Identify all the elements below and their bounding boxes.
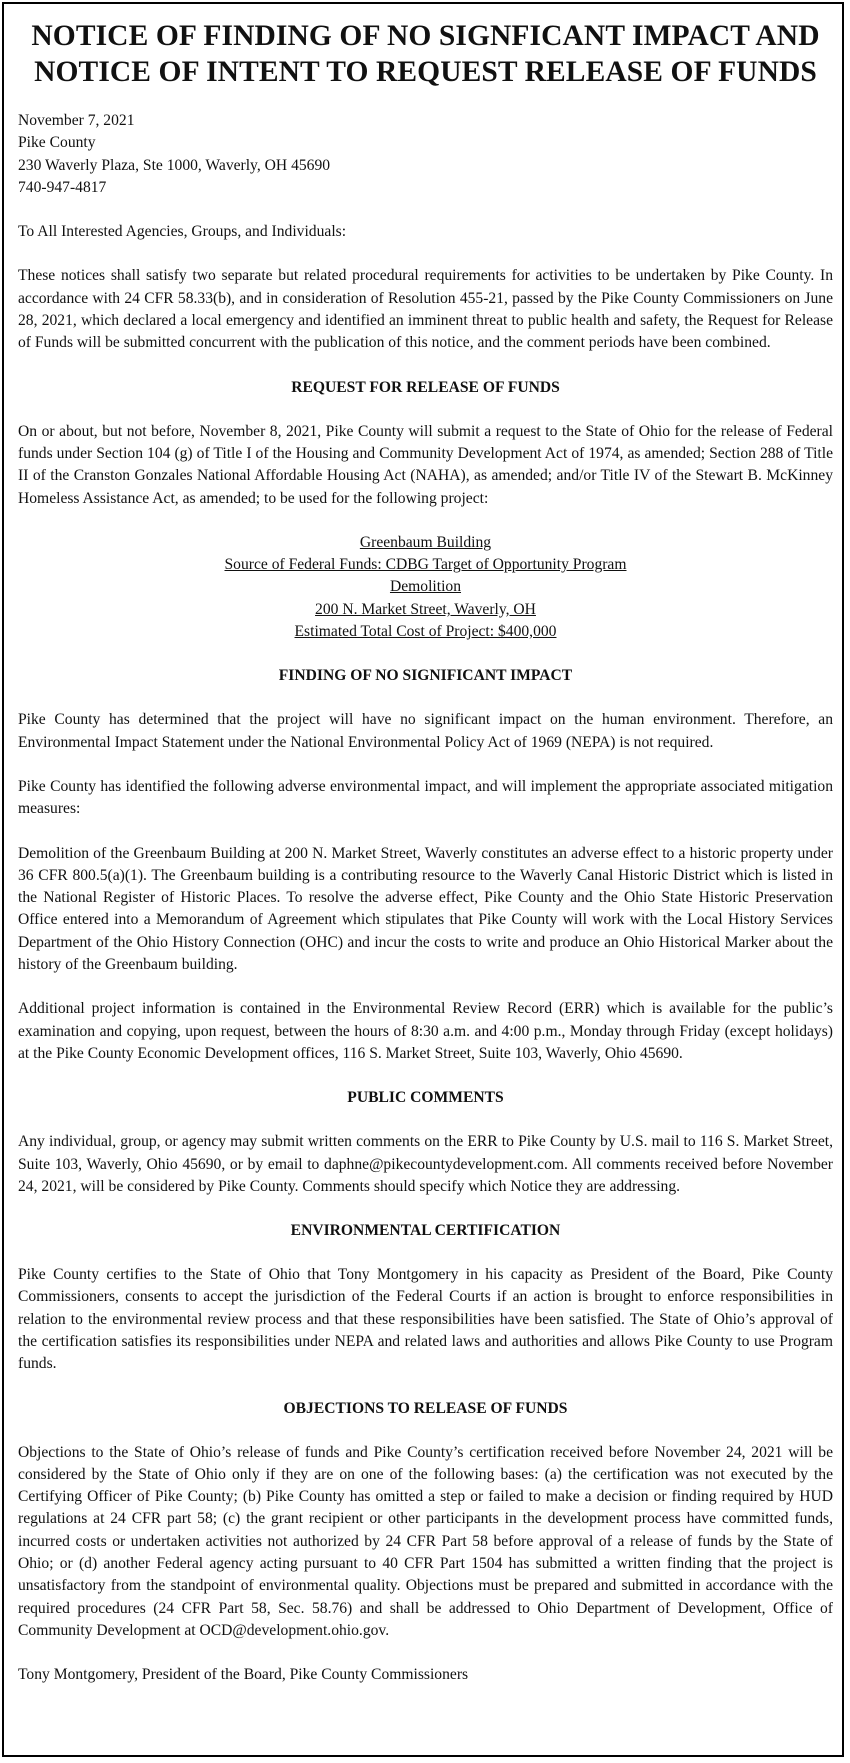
objections-paragraph: Objections to the State of Ohio’s release of funds and Pike County’s certification received before November 24, 2021 will be considered by the State of Ohio only if they are on one of the following bases: (a) the certification was not executed by the Certifying Officer of Pike County; (b) Pike County has omitted a step or failed to make a decision or finding required by HUD regulations at 24 CFR part 58; (c) the grant recipient or other participants in the development process have committed funds, incurred costs or undertaken activities not authorized by 24 CFR Part 58 before approval of a release of funds by the State of Ohio; or (d) another Federal agency acting pursuant to 40 CFR Part 1504 has submitted a written finding that the project is unsatisfactory from the standpoint of environmental quality. Objections must be prepared and submitted in accordance with the required procedures (24 CFR Part 58, Sec. 58.76) and shall be addressed to Ohio Department of Development, Office of Community Development at OCD@development.ohio.gov. (18, 1443, 833, 1639)
project-details (18, 532, 833, 643)
legal-notice (18, 18, 833, 1687)
project-name: Greenbaum Building (359, 533, 492, 551)
fonsi-heading: FINDING OF NO SIGNIFICANT IMPACT (278, 667, 573, 685)
project-activity: Demolition (389, 578, 462, 596)
fonsi-paragraph-2: Pike County has identified the following adverse environmental impact, and will implement the appropriate associated mitigation measures: (18, 777, 833, 818)
certification-heading: ENVIRONMENTAL CERTIFICATION (290, 1222, 561, 1240)
entity-name: Pike County (18, 134, 96, 152)
notice-date: November 7, 2021 (18, 112, 135, 129)
phone-number: 740-947-4817 (18, 178, 107, 196)
objections-heading: OBJECTIONS TO RELEASE OF FUNDS (283, 1399, 568, 1417)
project-funding-source: Source of Federal Funds: CDBG Target of Opportunity Program (224, 556, 627, 574)
street-address: 230 Waverly Plaza, Ste 1000, Waverly, OH 45690 (18, 156, 331, 174)
salutation: To All Interested Agencies, Groups, and Individuals: (18, 223, 347, 241)
address-block (18, 110, 833, 199)
notice-title (18, 18, 833, 90)
title-line-1: NOTICE OF FINDING OF NO SIGNFICANT IMPACT AND (31, 20, 820, 52)
comments-paragraph: Any individual, group, or agency may submit written comments on the ERR to Pike County by U.S. mail to 116 S. Market Street, Suite 103, Waverly, Ohio 45690, or by email to daphne@pikecountydevelopment.com. All comments received before November 24, 2021, will be considered by Pike County. Comments should specify which Notice they are addressing. (18, 1133, 833, 1195)
rrof-paragraph: On or about, but not before, November 8, 2021, Pike County will submit a request to the State of Ohio for the release of Federal funds under Section 104 (g) of Title I of the Housing and Community Development Act of 1974, as amended; Section 288 of Title II of the Cranston Gonzales National Affordable Housing Act (NAHA), as amended; and/or Title IV of the Stewart B. McKinney Homeless Assistance Act, as amended; to be used for the following project: (18, 422, 833, 507)
rrof-heading: REQUEST FOR RELEASE OF FUNDS (291, 378, 560, 396)
fonsi-paragraph-1: Pike County has determined that the project will have no significant impact on the human environment. Therefore, an Environmental Impact Statement under the National Environmental Policy Act of 1969 (NEPA) is not required. (18, 711, 833, 751)
project-cost: Estimated Total Cost of Project: $400,000 (294, 623, 557, 641)
title-line-2: NOTICE OF INTENT TO REQUEST RELEASE OF FUNDS (34, 56, 817, 88)
signature-line: Tony Montgomery, President of the Board, Pike County Commissioners (18, 1666, 469, 1684)
fonsi-paragraph-3: Demolition of the Greenbaum Building at 200 N. Market Street, Waverly constitutes an adverse effect to a historic property under 36 CFR 800.5(a)(1). The Greenbaum building is a contributing resource to the Waverly Canal Historic District which is listed in the National Register of Historic Places. To resolve the adverse effect, Pike County and the Ohio State Historic Preservation Office entered into a Memorandum of Agreement which stipulates that Pike County will work with the Local History Services Department of the Ohio History Connection (OHC) and incur the costs to write and produce an Ohio Historical Marker about the history of the Greenbaum building. (18, 844, 833, 974)
intro-paragraph: These notices shall satisfy two separate but related procedural requirements for activities to be undertaken by Pike County. In accordance with 24 CFR 58.33(b), and in consideration of Resolution 455-21, passed by the Pike County Commissioners on June 28, 2021, which declared a local emergency and identified an imminent threat to public health and safety, the Request for Release of Funds will be submitted concurrent with the publication of this notice, and the comment periods have been combined. (18, 267, 833, 352)
fonsi-paragraph-4: Additional project information is contained in the Environmental Review Record (ERR) which is available for the public’s examination and copying, upon request, between the hours of 8:30 a.m. and 4:00 p.m., Monday through Friday (except holidays) at the Pike County Economic Development offices, 116 S. Market Street, Suite 103, Waverly, Ohio 45690. (18, 1000, 833, 1062)
comments-heading: PUBLIC COMMENTS (347, 1089, 504, 1107)
project-location: 200 N. Market Street, Waverly, OH (315, 600, 536, 618)
certification-paragraph: Pike County certifies to the State of Ohio that Tony Montgomery in his capacity as President of the Board, Pike County Commissioners, consents to accept the jurisdiction of the Federal Courts if an action is brought to enforce responsibilities in relation to the environmental review process and that these responsibilities have been satisfied. The State of Ohio’s approval of the certification satisfies its responsibilities under NEPA and related laws and authorities and allows Pike County to use Program funds. (18, 1266, 833, 1373)
